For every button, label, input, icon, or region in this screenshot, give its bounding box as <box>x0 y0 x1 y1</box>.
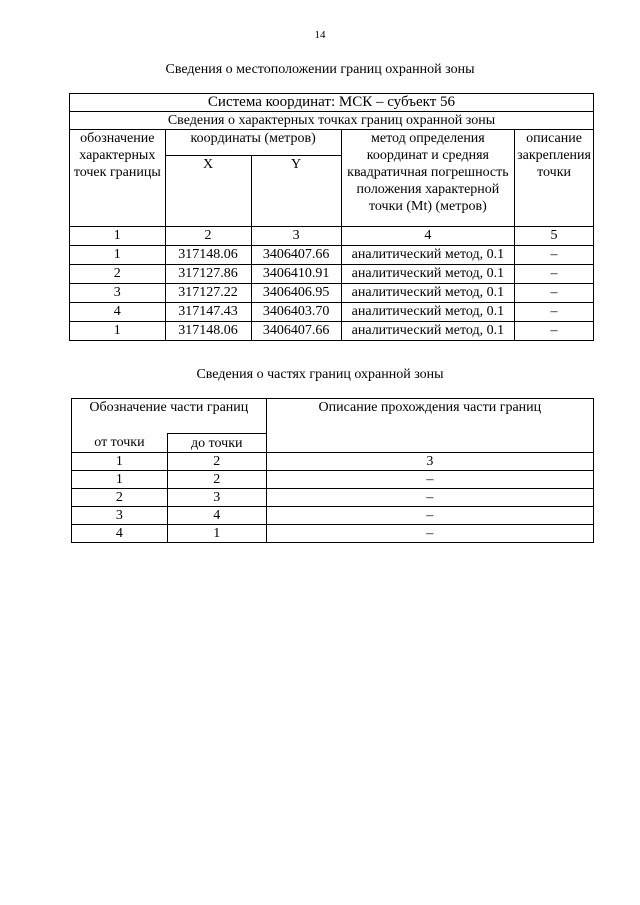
column-number: 1 <box>72 452 168 470</box>
fixing-description: – <box>515 265 594 284</box>
table-row <box>70 246 594 265</box>
header-part-description: Описание прохождения части границ <box>266 399 593 453</box>
point-id: 1 <box>70 322 166 341</box>
point-id: 2 <box>70 265 166 284</box>
part-description: – <box>266 524 593 542</box>
header-fixing-description: описание закрепления точки <box>515 130 594 227</box>
coord-y: 3406407.66 <box>251 246 341 265</box>
to-point: 2 <box>167 470 266 488</box>
header-method: метод определения координат и средняя квадратичная погрешность положения характерной точки (Mt) (метров) <box>341 130 514 227</box>
table-row <box>72 470 594 488</box>
from-point: 2 <box>72 488 168 506</box>
method: аналитический метод, 0.1 <box>341 303 514 322</box>
point-id: 3 <box>70 284 166 303</box>
section-heading-boundaries: Сведения о местоположении границ охранной зоны <box>165 62 475 77</box>
method: аналитический метод, 0.1 <box>341 284 514 303</box>
table-row <box>72 524 594 542</box>
header-x: X <box>165 156 251 227</box>
column-numbers-row <box>72 452 594 470</box>
fixing-description: – <box>515 322 594 341</box>
table-row <box>72 506 594 524</box>
fixing-description: – <box>515 303 594 322</box>
table-row <box>70 303 594 322</box>
boundary-parts-table <box>71 398 594 543</box>
table-row <box>70 265 594 284</box>
table-row <box>70 322 594 341</box>
method: аналитический метод, 0.1 <box>341 246 514 265</box>
from-point: 3 <box>72 506 168 524</box>
from-point: 1 <box>72 470 168 488</box>
header-coordinates: координаты (метров) <box>165 130 341 156</box>
section-heading-boundary-parts: Сведения о частях границ охранной зоны <box>196 367 444 382</box>
method: аналитический метод, 0.1 <box>341 265 514 284</box>
column-number: 5 <box>515 227 594 246</box>
column-number: 1 <box>70 227 166 246</box>
coord-x: 317148.06 <box>165 246 251 265</box>
column-number: 2 <box>167 452 266 470</box>
part-description: – <box>266 488 593 506</box>
point-id: 1 <box>70 246 166 265</box>
column-number: 4 <box>341 227 514 246</box>
point-id: 4 <box>70 303 166 322</box>
fixing-description: – <box>515 284 594 303</box>
column-number: 3 <box>251 227 341 246</box>
part-description: – <box>266 506 593 524</box>
header-from-point: от точки <box>72 434 168 453</box>
coord-y: 3406406.95 <box>251 284 341 303</box>
header-y: Y <box>251 156 341 227</box>
coord-x: 317147.43 <box>165 303 251 322</box>
coord-y: 3406410.91 <box>251 265 341 284</box>
table-row <box>72 488 594 506</box>
to-point: 3 <box>167 488 266 506</box>
header-part-designation: Обозначение части границ <box>72 399 267 434</box>
table-row <box>70 284 594 303</box>
fixing-description: – <box>515 246 594 265</box>
coord-x: 317148.06 <box>165 322 251 341</box>
from-point: 4 <box>72 524 168 542</box>
header-point-designation: обозначение характерных точек границы <box>70 130 166 227</box>
coord-y: 3406407.66 <box>251 322 341 341</box>
to-point: 4 <box>167 506 266 524</box>
coord-x: 317127.86 <box>165 265 251 284</box>
header-to-point: до точки <box>167 434 266 453</box>
coord-y: 3406403.70 <box>251 303 341 322</box>
characteristic-points-table <box>69 93 594 341</box>
column-number: 3 <box>266 452 593 470</box>
to-point: 1 <box>167 524 266 542</box>
column-numbers-row <box>70 227 594 246</box>
column-number: 2 <box>165 227 251 246</box>
page-number: 14 <box>314 29 326 41</box>
coord-x: 317127.22 <box>165 284 251 303</box>
table-subheader: Сведения о характерных точках границ охранной зоны <box>70 112 594 130</box>
method: аналитический метод, 0.1 <box>341 322 514 341</box>
coordinate-system-cell: Система координат: МСК – субъект 56 <box>70 94 594 112</box>
part-description: – <box>266 470 593 488</box>
